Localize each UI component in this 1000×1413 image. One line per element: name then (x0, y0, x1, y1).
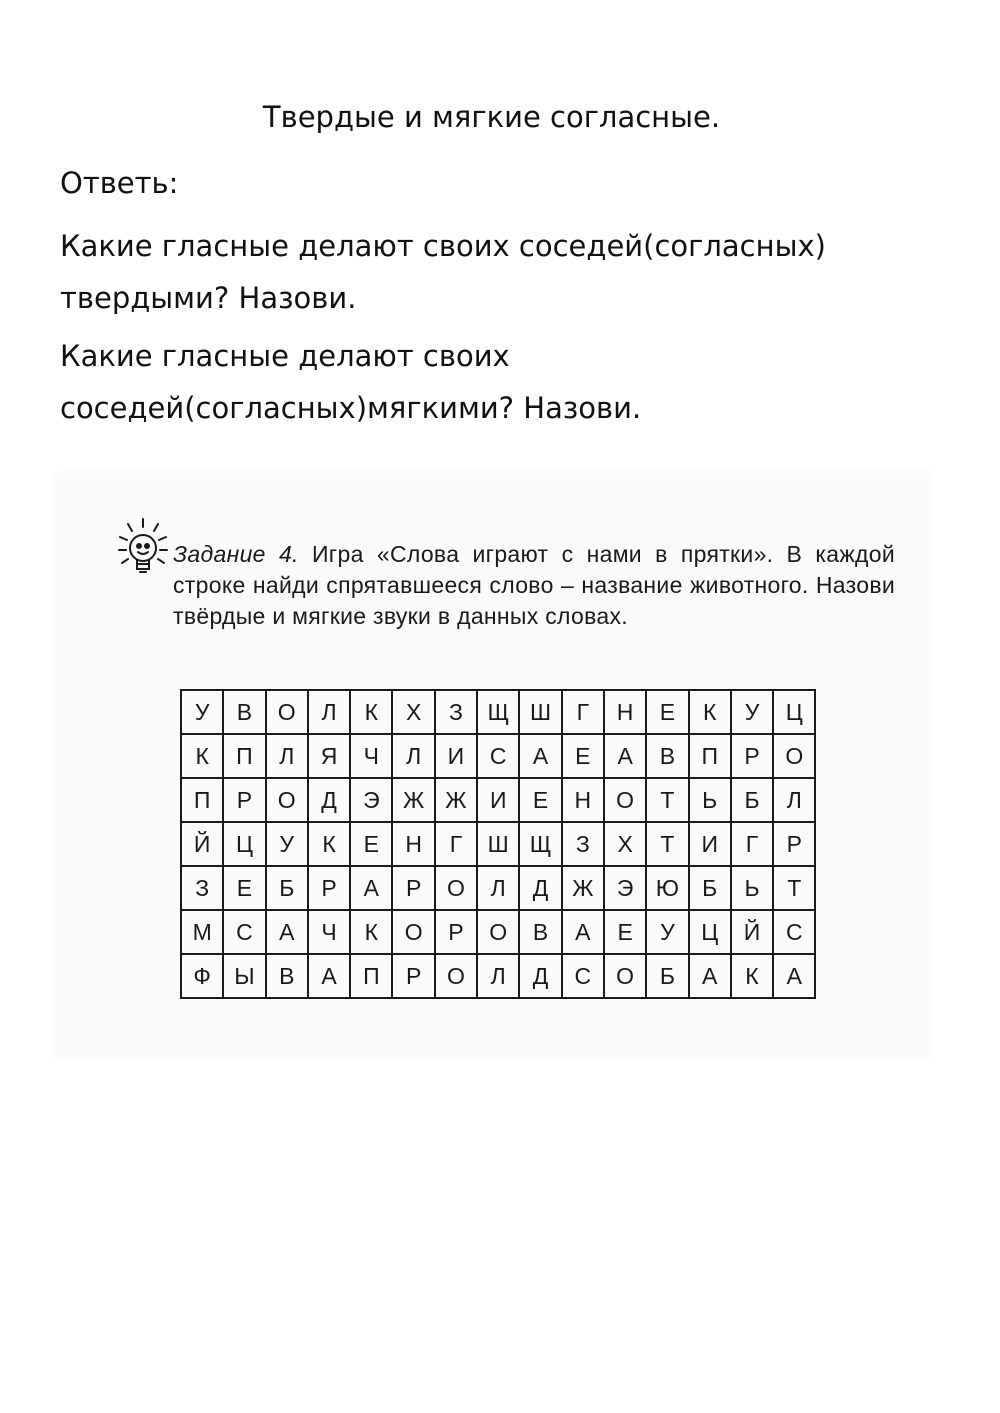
grid-cell: С (478, 735, 520, 779)
grid-cell: Т (774, 867, 816, 911)
grid-cell: Н (563, 779, 605, 823)
answer-label: Ответь: (60, 166, 179, 200)
grid-cell: С (563, 955, 605, 999)
task-scan (60, 477, 926, 1054)
grid-cell: Р (393, 867, 435, 911)
grid-cell: Р (393, 955, 435, 999)
grid-cell: Х (393, 691, 435, 735)
grid-cell: У (732, 691, 774, 735)
grid-cell: И (478, 779, 520, 823)
grid-cell: Д (309, 779, 351, 823)
task-heading: Задание 4. (173, 541, 299, 567)
grid-cell: О (774, 735, 816, 779)
grid-cell: К (732, 955, 774, 999)
grid-cell: Р (774, 823, 816, 867)
grid-cell: У (267, 823, 309, 867)
grid-cell: О (478, 911, 520, 955)
grid-cell: Ц (690, 911, 732, 955)
grid-cell: Ы (224, 955, 266, 999)
grid-cell: С (774, 911, 816, 955)
grid-cell: О (436, 867, 478, 911)
grid-cell: К (351, 691, 393, 735)
grid-cell: Ж (563, 867, 605, 911)
grid-cell: Э (351, 779, 393, 823)
grid-cell: Ь (690, 779, 732, 823)
grid-cell: Г (732, 823, 774, 867)
grid-cell: В (647, 735, 689, 779)
grid-cell: Н (393, 823, 435, 867)
grid-cell: О (267, 779, 309, 823)
grid-cell: В (520, 911, 562, 955)
grid-cell: Ш (478, 823, 520, 867)
grid-cell: Л (267, 735, 309, 779)
grid-cell: Б (732, 779, 774, 823)
grid-cell: Я (309, 735, 351, 779)
grid-cell: Л (774, 779, 816, 823)
letter-grid (180, 689, 816, 999)
grid-cell: П (182, 779, 224, 823)
grid-cell: К (351, 911, 393, 955)
grid-cell: А (309, 955, 351, 999)
grid-cell: З (182, 867, 224, 911)
grid-cell: К (309, 823, 351, 867)
grid-cell: Л (393, 735, 435, 779)
grid-cell: У (647, 911, 689, 955)
grid-cell: О (393, 911, 435, 955)
grid-cell: Г (563, 691, 605, 735)
grid-cell: Р (732, 735, 774, 779)
grid-cell: Ж (436, 779, 478, 823)
grid-cell: А (563, 911, 605, 955)
grid-cell: И (690, 823, 732, 867)
grid-cell: Р (309, 867, 351, 911)
grid-cell: П (690, 735, 732, 779)
grid-cell: Ц (224, 823, 266, 867)
grid-cell: А (605, 735, 647, 779)
grid-cell: А (774, 955, 816, 999)
grid-cell: Т (647, 823, 689, 867)
page-title: Твердые и мягкие согласные. (262, 100, 721, 134)
grid-cell: Ю (647, 867, 689, 911)
grid-cell: Л (478, 955, 520, 999)
grid-cell: Б (647, 955, 689, 999)
grid-cell: Ь (732, 867, 774, 911)
grid-cell: А (690, 955, 732, 999)
grid-cell: Щ (478, 691, 520, 735)
grid-cell: Ш (520, 691, 562, 735)
grid-cell: А (351, 867, 393, 911)
grid-cell: Е (351, 823, 393, 867)
grid-cell: Г (436, 823, 478, 867)
question-soft-consonants: Какие гласные делают своих соседей(согласных)мягкими? Назови. (60, 339, 642, 425)
grid-cell: Е (224, 867, 266, 911)
grid-cell: Д (520, 867, 562, 911)
grid-cell: М (182, 911, 224, 955)
grid-cell: Т (647, 779, 689, 823)
task-description (173, 539, 895, 632)
grid-cell: А (267, 911, 309, 955)
grid-cell: Щ (520, 823, 562, 867)
grid-cell: П (224, 735, 266, 779)
task-text: Игра «Слова играют с нами в прятки». В каждой строке найди спрятавшееся слово – название животного. Назови твёрдые и мягкие звуки в данных словах. (173, 541, 895, 629)
grid-cell: А (520, 735, 562, 779)
grid-cell: З (563, 823, 605, 867)
grid-cell: У (182, 691, 224, 735)
grid-cell: Ч (351, 735, 393, 779)
grid-cell: И (436, 735, 478, 779)
grid-cell: Ж (393, 779, 435, 823)
grid-cell: Е (520, 779, 562, 823)
grid-cell: О (605, 955, 647, 999)
grid-cell: Л (309, 691, 351, 735)
grid-cell: П (351, 955, 393, 999)
lightbulb-icon (118, 517, 168, 581)
grid-cell: Р (224, 779, 266, 823)
grid-cell: Э (605, 867, 647, 911)
grid-cell: Д (520, 955, 562, 999)
grid-cell: Й (182, 823, 224, 867)
grid-cell: Й (732, 911, 774, 955)
grid-cell: В (267, 955, 309, 999)
grid-cell: С (224, 911, 266, 955)
question-hard-consonants: Какие гласные делают своих соседей(согласных) твердыми? Назови. (60, 229, 826, 315)
grid-cell: Е (647, 691, 689, 735)
grid-cell: Ф (182, 955, 224, 999)
grid-cell: О (436, 955, 478, 999)
grid-cell: Б (690, 867, 732, 911)
grid-cell: К (690, 691, 732, 735)
grid-cell: Б (267, 867, 309, 911)
grid-cell: К (182, 735, 224, 779)
grid-cell: Е (605, 911, 647, 955)
grid-cell: Л (478, 867, 520, 911)
grid-cell: Р (436, 911, 478, 955)
grid-cell: О (267, 691, 309, 735)
grid-cell: Н (605, 691, 647, 735)
grid-cell: Ц (774, 691, 816, 735)
grid-cell: В (224, 691, 266, 735)
grid-cell: Х (605, 823, 647, 867)
grid-cell: Ч (309, 911, 351, 955)
grid-cell: Е (563, 735, 605, 779)
grid-cell: З (436, 691, 478, 735)
grid-cell: О (605, 779, 647, 823)
